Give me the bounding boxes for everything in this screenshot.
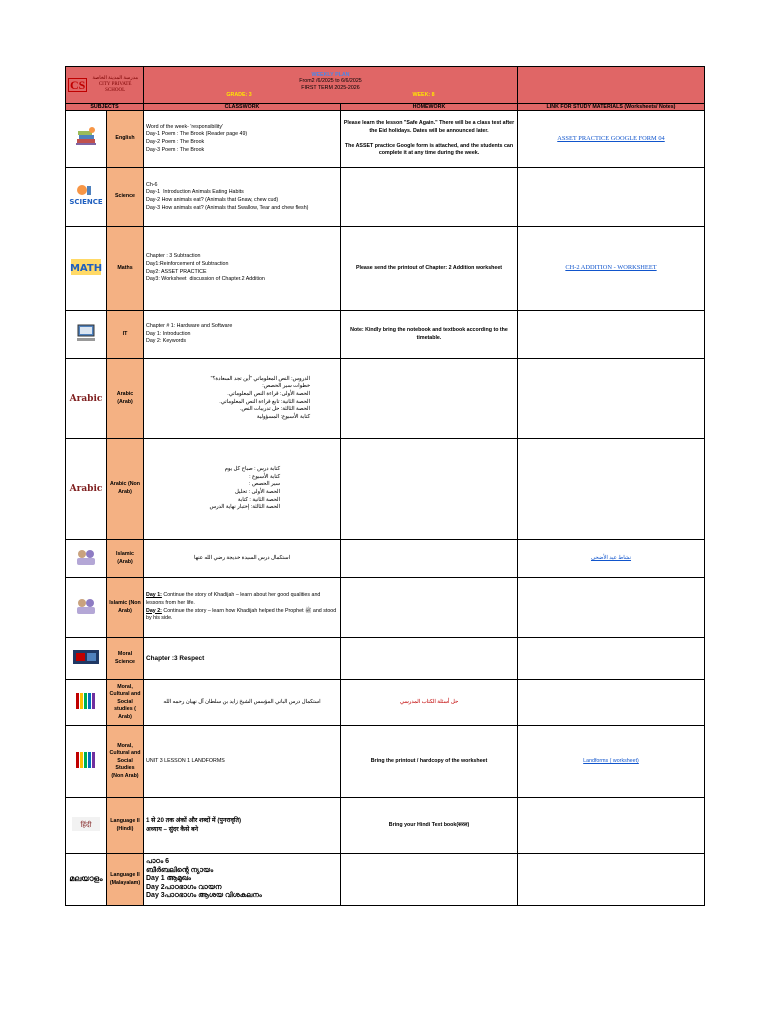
svg-text:SCIENCE: SCIENCE — [69, 198, 103, 207]
col-homework: HOMEWORK — [341, 104, 518, 111]
homework-arabic-arab — [341, 359, 518, 439]
subject-islamic-arab: Islamic (Arab) — [107, 540, 144, 578]
cw-line: الحصة الأولى : تحليل — [234, 489, 280, 495]
homework-arabic-non-arab — [341, 439, 518, 540]
link-cell-science — [518, 168, 705, 227]
cw-line: Day-2 Poem : The Brook — [146, 139, 205, 145]
svg-text:हिंदी: हिंदी — [80, 820, 92, 829]
term: FIRST TERM 2025-2026 — [301, 85, 360, 91]
link-cell-arabic-non-arab — [518, 439, 705, 540]
col-classwork: CLASSWORK — [144, 104, 341, 111]
link-cell-mcss-arab — [518, 680, 705, 726]
science-icon — [66, 168, 107, 227]
link-cell-arabic-arab — [518, 359, 705, 439]
malayalam-icon-text: മലയാളം — [69, 873, 103, 883]
col-subjects: SUBJECTS — [66, 104, 144, 111]
cw-line: الحصة الثانية: تابع قراءة النص المعلوماتي. — [219, 398, 310, 405]
logo-arabic-name: مدرسة المدينة الخاصة — [92, 76, 139, 81]
row-islamic-non-arab — [66, 578, 705, 638]
week: WEEK: 8 — [412, 91, 435, 98]
cw-line: പാഠം 6 — [146, 858, 169, 866]
classwork-hindi — [144, 798, 341, 854]
header-row — [66, 67, 705, 104]
cw-line: Ch-6 — [146, 181, 158, 188]
cw-line: Day 1 ആമുഖം — [146, 875, 191, 883]
hindi-icon — [66, 798, 107, 854]
subject-mcss-arab: Moral, Cultural and Social studies ( Arab) — [107, 680, 144, 726]
classwork-moral-science: Chapter :3 Respect — [144, 638, 341, 680]
row-arabic-arab — [66, 359, 705, 439]
link-cell-islamic-arab — [518, 540, 705, 578]
row-it — [66, 311, 705, 359]
cw-line: كتابة الأسبوع : — [249, 473, 280, 480]
classwork-science — [144, 168, 341, 227]
cw-line: سير الحصص : — [249, 481, 280, 488]
classwork-arabic-non-arab — [144, 439, 341, 540]
cw-line: Day-2 How animals eat? (Animals that Gnaw, chew cud) — [146, 197, 279, 203]
cw-line: Word of the week- 'responsibility' — [146, 123, 223, 130]
cw-line: Day-1 Introduction Animals Eating Habits — [146, 189, 244, 196]
cw-line: كتابة الأسبوع: المسؤولية — [256, 413, 310, 420]
classwork-english — [144, 111, 341, 168]
classwork-arabic-arab — [144, 359, 341, 439]
cw-line: Day1:Reinforcement of Subtraction — [146, 260, 229, 267]
cw-line: ബീർബലിന്റെ ന്യായം — [146, 866, 214, 874]
homework-it: Note: Kindly bring the notebook and textbook according to the timetable. — [341, 311, 518, 359]
subject-it: IT — [107, 311, 144, 359]
cw-line: خطوات سير الحصص: — [262, 383, 310, 390]
cw-line: Day2: ASSET PRACTICE — [146, 268, 207, 275]
cw-line: Day 3പാഠഭാഗം ആശയ വിശകലനം — [146, 892, 262, 900]
subject-hindi: Language II (Hindi) — [107, 798, 144, 854]
cw-line: الحصة الثالثة: إختبار نهاية الدرس — [209, 504, 280, 511]
subject-arabic-arab: Arabic (Arab) — [107, 359, 144, 439]
homework-english: Please learn the lesson "Safe Again." There will be a class test after the Eid holidays. Dates will be announced later. The ASSET practice Google form is attached, and the students can complete it at any time during the week. — [341, 111, 518, 168]
cw-line: كتابة درس : صباح كل يوم — [224, 466, 280, 473]
cw-line: Day-3 Poem : The Brook — [146, 146, 205, 153]
date-range: From2 /6/2025 to 6/6/2025 — [299, 78, 362, 85]
subject-arabic-non-arab: Arabic (Non Arab) — [107, 439, 144, 540]
homework-mcss-arab: حل أسئلة الكتاب المدرسي — [341, 680, 518, 726]
homework-malayalam — [341, 854, 518, 906]
classwork-islamic-arab: استكمال درس السيدة خديجة رضي الله عنها — [144, 540, 341, 578]
arabic-icon — [66, 359, 107, 439]
subject-mcss-non-arab: Moral, Cultural and Social Studies (Non Arab) — [107, 726, 144, 798]
computer-icon — [66, 311, 107, 359]
link-cell-it — [518, 311, 705, 359]
row-mcss-arab — [66, 680, 705, 726]
asset-practice-form-link[interactable]: ASSET PRACTICE GOOGLE FORM 04 — [557, 134, 665, 142]
cw-line: Day 2: Keywords — [146, 338, 187, 345]
svg-text:Arabic: Arabic — [69, 484, 103, 495]
link-cell-moral-science — [518, 638, 705, 680]
weekly-plan-sheet — [65, 66, 704, 906]
subject-islamic-non-arab: Islamic (Non Arab) — [107, 578, 144, 638]
cw-line: الحصة الأولى: قراءة النص المعلوماتي. — [227, 390, 310, 397]
maths-icon — [66, 227, 107, 311]
row-maths — [66, 227, 705, 311]
row-science — [66, 168, 705, 227]
school-logo — [66, 67, 144, 104]
cw-line: Day 2പാഠഭാഗം വായന — [146, 883, 222, 891]
column-headers — [66, 104, 705, 111]
day-text: Continue the story of Khadijah – learn about her good qualities and lessons from her life. — [146, 592, 322, 606]
logo-english-name: CITY PRIVATE SCHOOL — [98, 82, 132, 93]
classwork-islamic-non-arab — [144, 578, 341, 638]
day-label: Day 1: — [146, 592, 162, 599]
weekly-plan-table — [65, 66, 705, 906]
cw-line: अध्याय – सुंदर कैसे बने — [146, 825, 199, 833]
plan-title: WEEKLY PLAN — [311, 71, 350, 78]
landforms-worksheet-link[interactable]: Landforms ( worksheet) — [583, 757, 639, 764]
cw-line: Day3: Worksheet discussion of Chapter.2 Addition — [146, 276, 265, 283]
homework-maths: Please send the printout of Chapter: 2 Addition worksheet — [341, 227, 518, 311]
homework-mcss-non-arab: Bring the printout / hardcopy of the worksheet — [341, 726, 518, 798]
day-label: Day 2: — [146, 607, 162, 614]
social-studies-icon — [66, 726, 107, 798]
cw-line: الدروس: النص المعلوماتي "أين تجد السعادة؟" — [210, 375, 310, 382]
classwork-malayalam — [144, 854, 341, 906]
row-english — [66, 111, 705, 168]
svg-text:Arabic: Arabic — [69, 393, 103, 404]
moral-science-icon — [66, 638, 107, 680]
col-links: LINK FOR STUDY MATERIALS (Worksheets/ Notes) — [518, 104, 705, 111]
row-malayalam — [66, 854, 705, 906]
cw-line: Day-3 How animals eat? (Animals that Swallow, Tear and chew flesh) — [146, 204, 309, 211]
link-cell-hindi — [518, 798, 705, 854]
logo-initials: CS — [70, 78, 86, 92]
classwork-maths — [144, 227, 341, 311]
day-text: Continue the story – learn how Khadijah helped the Prophet ﷺ and stood by his side. — [146, 607, 338, 622]
subject-maths: Maths — [107, 227, 144, 311]
subject-science: Science — [107, 168, 144, 227]
svg-text:MATH: MATH — [69, 262, 103, 274]
malayalam-icon — [66, 854, 107, 906]
subject-malayalam: Language II (Malayalam) — [107, 854, 144, 906]
link-cell-islamic-non-arab — [518, 578, 705, 638]
subject-english: English — [107, 111, 144, 168]
subject-moral-science: Moral Science — [107, 638, 144, 680]
homework-hindi: Bring your Hindi Text book(सरल) — [341, 798, 518, 854]
classwork-mcss-arab: استكمال درس الباني المؤسس الشيخ زايد بن سلطان آل نهيان رحمه الله — [144, 680, 341, 726]
header-blank — [518, 67, 705, 104]
cw-line: الحصة الثانية : كتابة — [237, 496, 280, 503]
cw-line: Chapter # 1: Hardware and Software — [146, 323, 233, 330]
plan-header — [144, 67, 518, 104]
row-arabic-non-arab — [66, 439, 705, 540]
homework-science — [341, 168, 518, 227]
link-cell-maths — [518, 227, 705, 311]
english-books-icon — [66, 111, 107, 168]
cw-line: الحصة الثالثة: حل تدريبات النص. — [239, 406, 310, 413]
cw-line: Day-1 Poem : The Brook (Reader page 49) — [146, 131, 248, 138]
addition-worksheet-link[interactable]: CH-2 ADDITION - WORKSHEET — [565, 264, 657, 272]
homework-islamic-non-arab — [341, 578, 518, 638]
islamic-icon — [66, 540, 107, 578]
row-moral-science — [66, 638, 705, 680]
cw-line: Day 1: Introduction — [146, 330, 191, 337]
islamic-icon — [66, 578, 107, 638]
row-hindi — [66, 798, 705, 854]
grade: GRADE: 3 — [226, 91, 252, 98]
link-cell-mcss-non-arab — [518, 726, 705, 798]
classwork-mcss-non-arab: UNIT 3 LESSON 1 LANDFORMS — [144, 726, 341, 798]
arabic-icon — [66, 439, 107, 540]
homework-moral-science — [341, 638, 518, 680]
row-mcss-non-arab — [66, 726, 705, 798]
homework-islamic-arab — [341, 540, 518, 578]
cw-line: Chapter : 3 Subtraction — [146, 253, 201, 260]
link-cell-malayalam — [518, 854, 705, 906]
social-studies-icon — [66, 680, 107, 726]
eid-activity-link[interactable]: نشاط عيد الأضحى — [590, 554, 632, 561]
link-cell-english — [518, 111, 705, 168]
classwork-it — [144, 311, 341, 359]
cw-line: 1 से 20 तक अंकों और शब्दों में (पुनरावृति) — [146, 817, 242, 824]
row-islamic-arab — [66, 540, 705, 578]
